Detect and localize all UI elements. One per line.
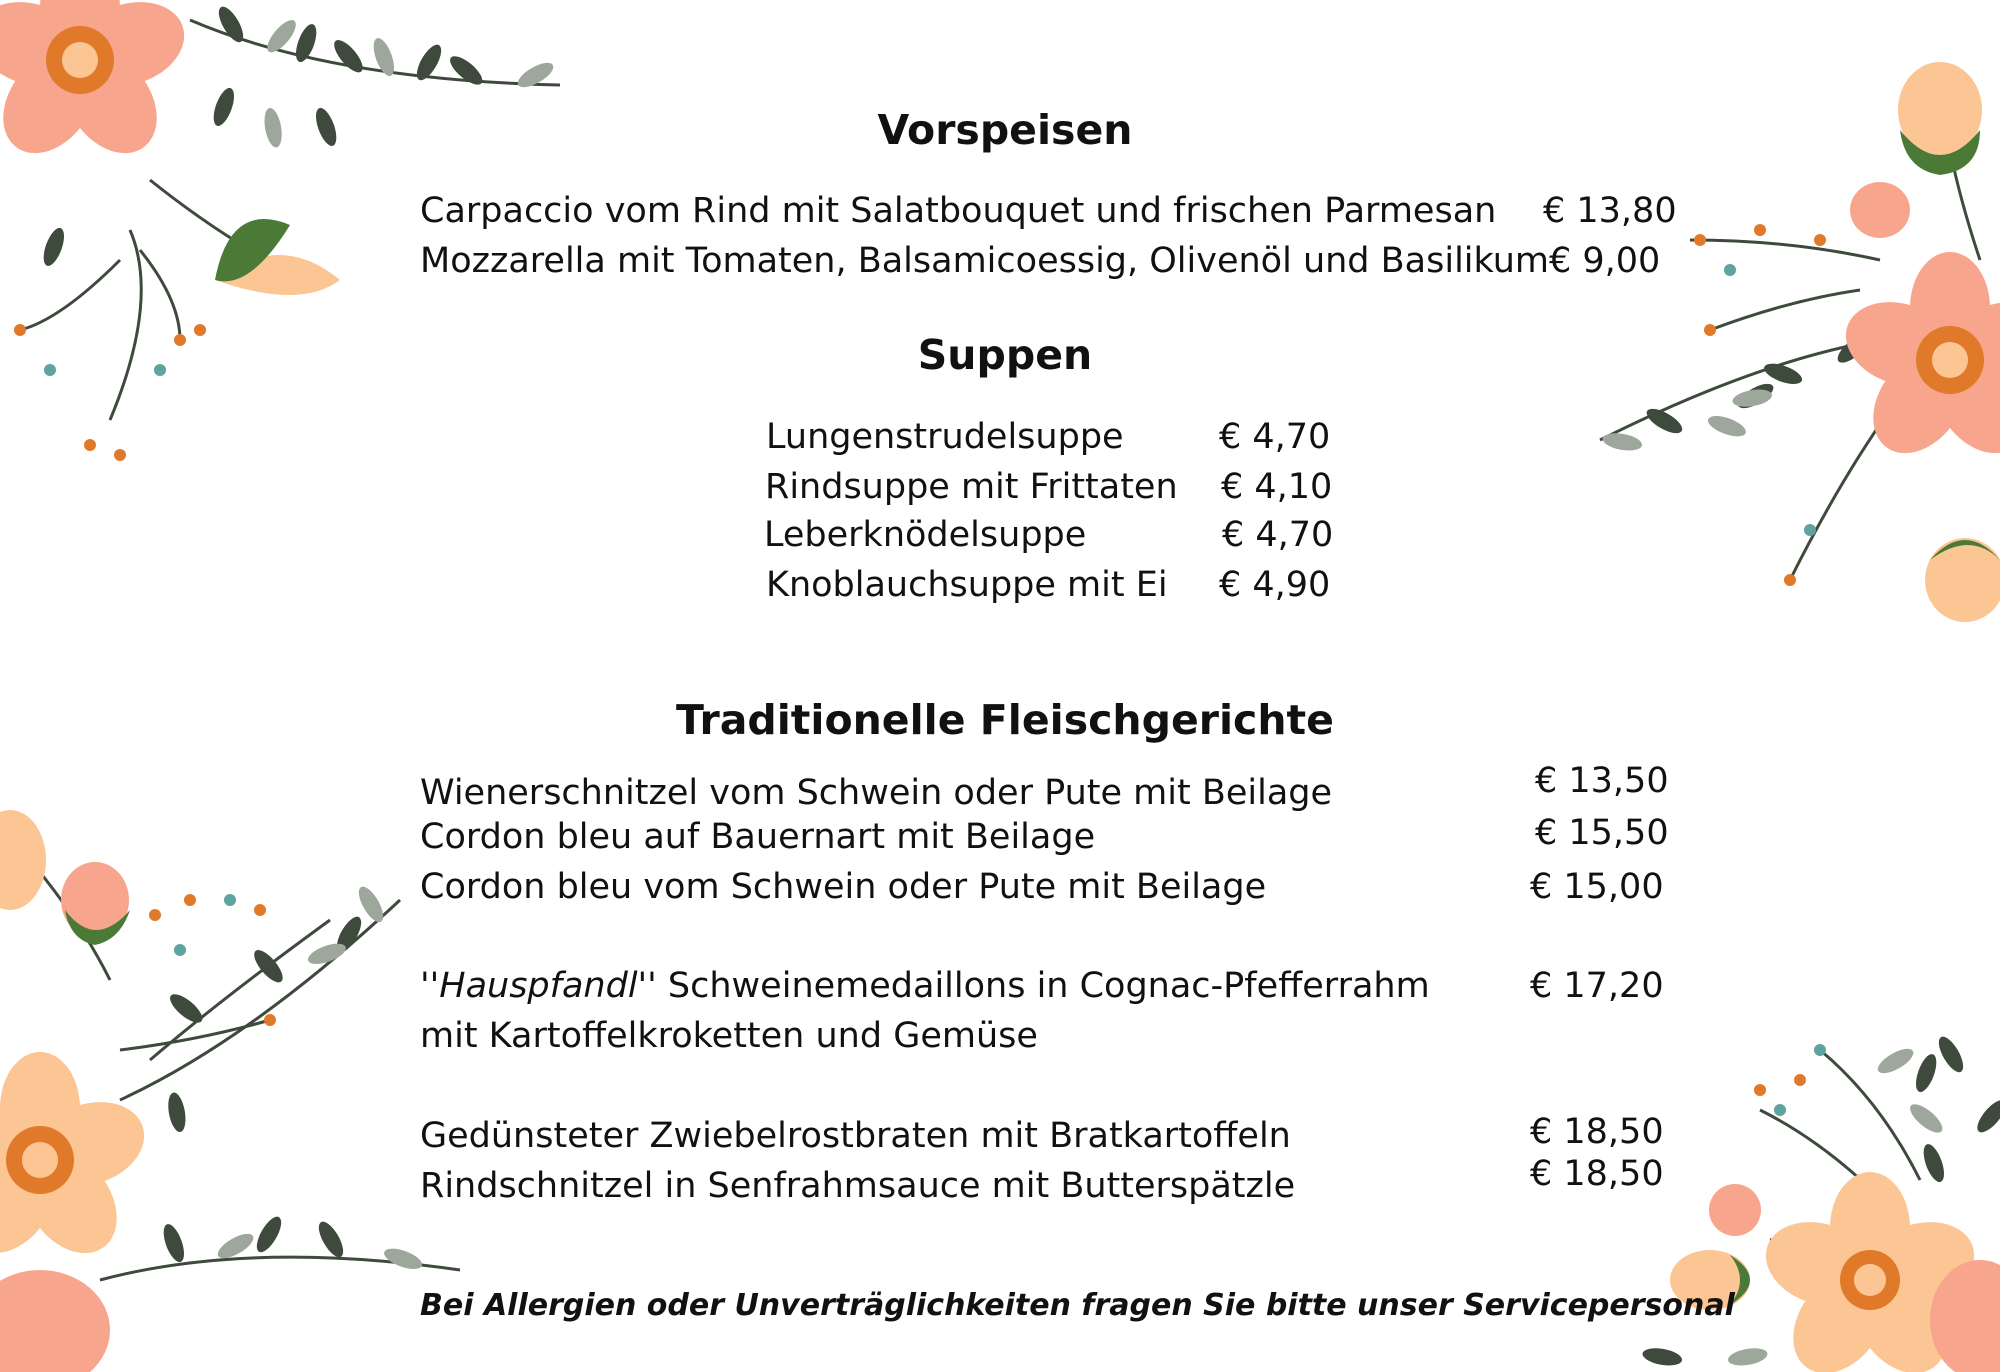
menu-item-price: € 4,90: [1219, 565, 1331, 605]
menu-item-name: Mozzarella mit Tomaten, Balsamicoessig, Olivenöl und Basilikum: [420, 241, 1549, 281]
menu-item-name: Leberknödelsuppe: [764, 515, 1087, 555]
menu-item-name: Cordon bleu auf Bauernart mit Beilage: [420, 817, 1096, 857]
quote-open: '': [420, 966, 440, 1006]
menu-item-name-hauspfandl: [420, 965, 1430, 1007]
menu-item-price: € 13,80: [1543, 191, 1677, 231]
menu-item-name-line2: mit Kartoffelkroketten und Gemüse: [420, 1016, 1038, 1056]
menu-item-name: Wienerschnitzel vom Schwein oder Pute mit Beilage: [420, 773, 1333, 813]
menu-item-price: € 13,50: [1535, 761, 1669, 801]
menu-item-price: € 18,50: [1530, 1154, 1664, 1194]
menu-item-price: € 4,70: [1219, 417, 1331, 457]
menu-item-name: Rindsuppe mit Frittaten: [765, 467, 1178, 507]
section-title-fleischgerichte: Traditionelle Fleischgerichte: [676, 696, 1334, 744]
menu-item-price: € 9,00: [1549, 241, 1661, 281]
menu-item-price: € 4,10: [1221, 467, 1333, 507]
menu-item-name: Lungenstrudelsuppe: [766, 417, 1124, 457]
menu-item-name: Gedünsteter Zwiebelrostbraten mit Bratkartoffeln: [420, 1116, 1291, 1156]
section-title-suppen: Suppen: [917, 331, 1093, 379]
menu-item-price: € 18,50: [1530, 1112, 1664, 1152]
dish-name-italic: Hauspfandl: [439, 966, 638, 1006]
menu-item-price: € 15,50: [1535, 813, 1669, 853]
menu-item-price: € 17,20: [1530, 966, 1664, 1006]
menu-item-price: € 15,00: [1530, 867, 1664, 907]
menu-item-price: € 4,70: [1222, 515, 1334, 555]
menu-item-name: Rindschnitzel in Senfrahmsauce mit Butterspätzle: [420, 1166, 1296, 1206]
dish-description: '' Schweinemedaillons in Cognac-Pfefferrahm: [637, 966, 1430, 1006]
section-title-vorspeisen: Vorspeisen: [877, 106, 1133, 154]
floral-decoration-bottom-left: [0, 800, 480, 1372]
menu-item-name: Carpaccio vom Rind mit Salatbouquet und frischen Parmesan: [420, 191, 1497, 231]
allergy-note: Bei Allergien oder Unverträglichkeiten fragen Sie bitte unser Servicepersonal: [420, 1288, 1735, 1323]
menu-item-name: Knoblauchsuppe mit Ei: [766, 565, 1168, 605]
menu-item-name: Cordon bleu vom Schwein oder Pute mit Beilage: [420, 867, 1267, 907]
